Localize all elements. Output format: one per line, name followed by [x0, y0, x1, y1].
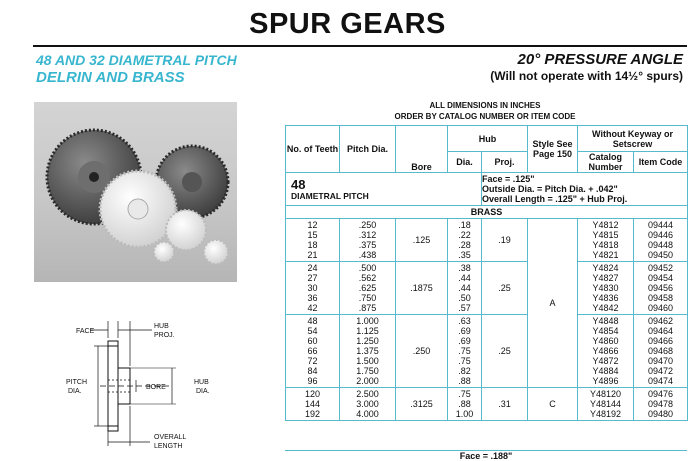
catalog-value: Y48120: [589, 389, 622, 399]
bore-cell: .3125: [396, 388, 448, 421]
bore-label: BORE: [146, 384, 166, 391]
catalog-value: Y4824: [592, 263, 619, 273]
item-value: 09464: [647, 326, 674, 336]
hub-proj-cell: .25: [482, 315, 528, 388]
gear-dimension-drawing: [62, 316, 232, 456]
catalog-cell: [578, 388, 634, 421]
teeth-value: 60: [307, 336, 318, 346]
pitch-value: 3.000: [356, 399, 379, 409]
hub-dia-value: .18: [458, 220, 471, 230]
catalog-value: Y4821: [592, 250, 619, 260]
hub-dia-value: .50: [458, 293, 471, 303]
teeth-cell: [286, 262, 340, 315]
bore-cell: .250: [396, 315, 448, 388]
item-value: 09450: [647, 250, 674, 260]
item-value: 09460: [647, 303, 674, 313]
catalog-value: Y4815: [592, 230, 619, 240]
hub-dia-value: .69: [458, 326, 471, 336]
col-bore: Bore: [396, 126, 448, 173]
catalog-value: Y4827: [592, 273, 619, 283]
catalog-value: Y4860: [592, 336, 619, 346]
item-cell: [634, 262, 688, 315]
catalog-value: Y4848: [592, 316, 619, 326]
hub-dia-value: .57: [458, 303, 471, 313]
catalog-value: Y4818: [592, 240, 619, 250]
col-without-keyway: Without Keyway or Setscrew: [578, 126, 688, 152]
hub-dia-value: .82: [458, 366, 471, 376]
pitch-cell: [340, 388, 396, 421]
catalog-value: Y4896: [592, 376, 619, 386]
pitch-value: 1.375: [356, 346, 379, 356]
hub-dia-value: .75: [458, 356, 471, 366]
hub-dia-value: .28: [458, 240, 471, 250]
catalog-value: Y4836: [592, 293, 619, 303]
teeth-value: 12: [307, 220, 318, 230]
hub-dia-cell: [448, 262, 482, 315]
catalog-value: Y4812: [592, 220, 619, 230]
item-value: 09454: [647, 273, 674, 283]
pressure-angle-heading: [490, 51, 683, 83]
catalog-cell: [578, 262, 634, 315]
col-item: Item Code: [634, 152, 688, 173]
material-line: DELRIN AND BRASS: [36, 69, 185, 86]
pitch-cell: [340, 262, 396, 315]
dims-line-2: ORDER BY CATALOG NUMBER OR ITEM CODE: [394, 112, 576, 121]
pitch-value: .250: [358, 220, 377, 230]
catalog-value: Y4854: [592, 326, 619, 336]
pitch-number: 48: [291, 176, 306, 192]
gear-spec-table: [285, 125, 688, 421]
teeth-value: 30: [307, 283, 318, 293]
bore-cell: .1875: [396, 262, 448, 315]
pitch-value: .562: [358, 273, 377, 283]
col-hub-proj: Proj.: [482, 152, 528, 173]
catalog-value: Y4872: [592, 356, 619, 366]
catalog-value: Y48192: [589, 409, 622, 419]
teeth-value: 192: [304, 409, 321, 419]
hub-dia-cell: [448, 388, 482, 421]
hub-proj-label-2: PROJ.: [154, 332, 175, 339]
hub-dia-value: .88: [458, 399, 471, 409]
teeth-value: 48: [307, 316, 318, 326]
catalog-value: Y4866: [592, 346, 619, 356]
table-row-group: [286, 262, 688, 315]
bore-cell: .125: [396, 219, 448, 262]
teeth-value: 27: [307, 273, 318, 283]
item-value: 09452: [647, 263, 674, 273]
pitch-value: .500: [358, 263, 377, 273]
hub-dia-value: .75: [458, 389, 471, 399]
item-value: 09456: [647, 283, 674, 293]
hub-dia-value: .75: [458, 346, 471, 356]
face-label: FACE: [76, 328, 95, 335]
item-value: 09446: [647, 230, 674, 240]
table-row-group: [286, 388, 688, 421]
item-value: 09472: [647, 366, 674, 376]
pitch-value: 1.750: [356, 366, 379, 376]
page-title: SPUR GEARS: [249, 8, 446, 40]
item-value: 09480: [647, 409, 674, 419]
hub-dia-cell: [448, 219, 482, 262]
pitch-material-heading: [36, 52, 237, 86]
pitch-value: .875: [358, 303, 377, 313]
pitch-section-notes: [482, 173, 688, 206]
catalog-cell: [578, 315, 634, 388]
material-row: BRASS: [286, 206, 688, 219]
dimensions-note: [350, 100, 620, 122]
teeth-value: 18: [307, 240, 318, 250]
teeth-value: 21: [307, 250, 318, 260]
catalog-value: Y48144: [589, 399, 622, 409]
col-style: Style See Page 150: [528, 126, 578, 173]
compatibility-note: (Will not operate with 14½° spurs): [490, 69, 683, 83]
item-value: 09462: [647, 316, 674, 326]
pitch-value: .625: [358, 283, 377, 293]
item-cell: [634, 219, 688, 262]
hub-dia-value: .44: [458, 283, 471, 293]
outside-dia-note: Outside Dia. = Pitch Dia. + .042": [482, 184, 618, 194]
teeth-value: 15: [307, 230, 318, 240]
item-value: 09468: [647, 346, 674, 356]
item-value: 09448: [647, 240, 674, 250]
pitch-line: 48 AND 32 DIAMETRAL PITCH: [36, 52, 237, 68]
pitch-value: 2.000: [356, 376, 379, 386]
pitch-dia-label-2: DIA.: [68, 388, 82, 395]
pitch-value: 1.500: [356, 356, 379, 366]
catalog-value: Y4830: [592, 283, 619, 293]
teeth-value: 120: [304, 389, 321, 399]
pitch-value: 2.500: [356, 389, 379, 399]
teeth-value: 72: [307, 356, 318, 366]
hub-dia-value: .38: [458, 263, 471, 273]
hub-dia-value: .69: [458, 336, 471, 346]
item-value: 09478: [647, 399, 674, 409]
pitch-value: .312: [358, 230, 377, 240]
pitch-label: DIAMETRAL PITCH: [291, 190, 369, 201]
overall-length-label-2: LENGTH: [154, 443, 183, 450]
pitch-value: 1.125: [356, 326, 379, 336]
item-value: 09458: [647, 293, 674, 303]
pressure-angle: 20° PRESSURE ANGLE: [517, 51, 683, 68]
pitch-dia-label-1: PITCH: [66, 379, 87, 386]
teeth-cell: [286, 315, 340, 388]
hub-dia-value: .63: [458, 316, 471, 326]
teeth-value: 42: [307, 303, 318, 313]
teeth-cell: [286, 219, 340, 262]
pitch-value: .750: [358, 293, 377, 303]
hub-proj-cell: .19: [482, 219, 528, 262]
overall-length-note: Overall Length = .125" + Hub Proj.: [482, 194, 628, 204]
teeth-value: 84: [307, 366, 318, 376]
title-rule: [33, 45, 687, 47]
col-teeth: No. of Teeth: [286, 126, 340, 173]
teeth-value: 96: [307, 376, 318, 386]
catalog-value: Y4884: [592, 366, 619, 376]
hub-dia-value: .88: [458, 376, 471, 386]
pitch-section-title: [286, 173, 482, 206]
next-section-cutoff: Face = .188": [285, 450, 687, 459]
col-hub-dia: Dia.: [448, 152, 482, 173]
catalog-value: Y4842: [592, 303, 619, 313]
pitch-cell: [340, 219, 396, 262]
catalog-cell: [578, 219, 634, 262]
table-row-group: [286, 315, 688, 388]
pitch-cell: [340, 315, 396, 388]
style-cell-a: A: [528, 219, 578, 388]
face-note: Face = .125": [482, 174, 535, 184]
teeth-value: 54: [307, 326, 318, 336]
teeth-value: 144: [304, 399, 321, 409]
teeth-value: 66: [307, 346, 318, 356]
hub-proj-label-1: HUB: [154, 323, 169, 330]
teeth-cell: [286, 388, 340, 421]
hub-dia-label-1: HUB: [194, 379, 209, 386]
item-value: 09470: [647, 356, 674, 366]
gears-photo: [34, 102, 237, 282]
table-row-group: [286, 219, 688, 262]
style-cell-c: C: [528, 388, 578, 421]
col-hub: Hub: [448, 126, 528, 152]
teeth-value: 24: [307, 263, 318, 273]
hub-dia-label-2: DIA.: [196, 388, 210, 395]
pitch-value: .375: [358, 240, 377, 250]
pitch-value: .438: [358, 250, 377, 260]
pitch-value: 4.000: [356, 409, 379, 419]
hub-dia-value: .44: [458, 273, 471, 283]
pitch-value: 1.000: [356, 316, 379, 326]
col-pitch-dia: Pitch Dia.: [340, 126, 396, 173]
overall-length-label-1: OVERALL: [154, 434, 187, 441]
hub-dia-cell: [448, 315, 482, 388]
dims-line-1: ALL DIMENSIONS IN INCHES: [429, 101, 541, 110]
item-value: 09466: [647, 336, 674, 346]
hub-dia-value: 1.00: [455, 409, 474, 419]
pitch-value: 1.250: [356, 336, 379, 346]
hub-dia-value: .22: [458, 230, 471, 240]
item-value: 09474: [647, 376, 674, 386]
col-catalog: Catalog Number: [578, 152, 634, 173]
teeth-value: 36: [307, 293, 318, 303]
gear-dimension-diagram: [62, 316, 232, 456]
hub-dia-value: .35: [458, 250, 471, 260]
item-cell: [634, 388, 688, 421]
hub-proj-cell: .25: [482, 262, 528, 315]
hub-proj-cell: .31: [482, 388, 528, 421]
item-value: 09444: [647, 220, 674, 230]
gears-photo-art: [34, 102, 237, 282]
item-cell: [634, 315, 688, 388]
item-value: 09476: [647, 389, 674, 399]
